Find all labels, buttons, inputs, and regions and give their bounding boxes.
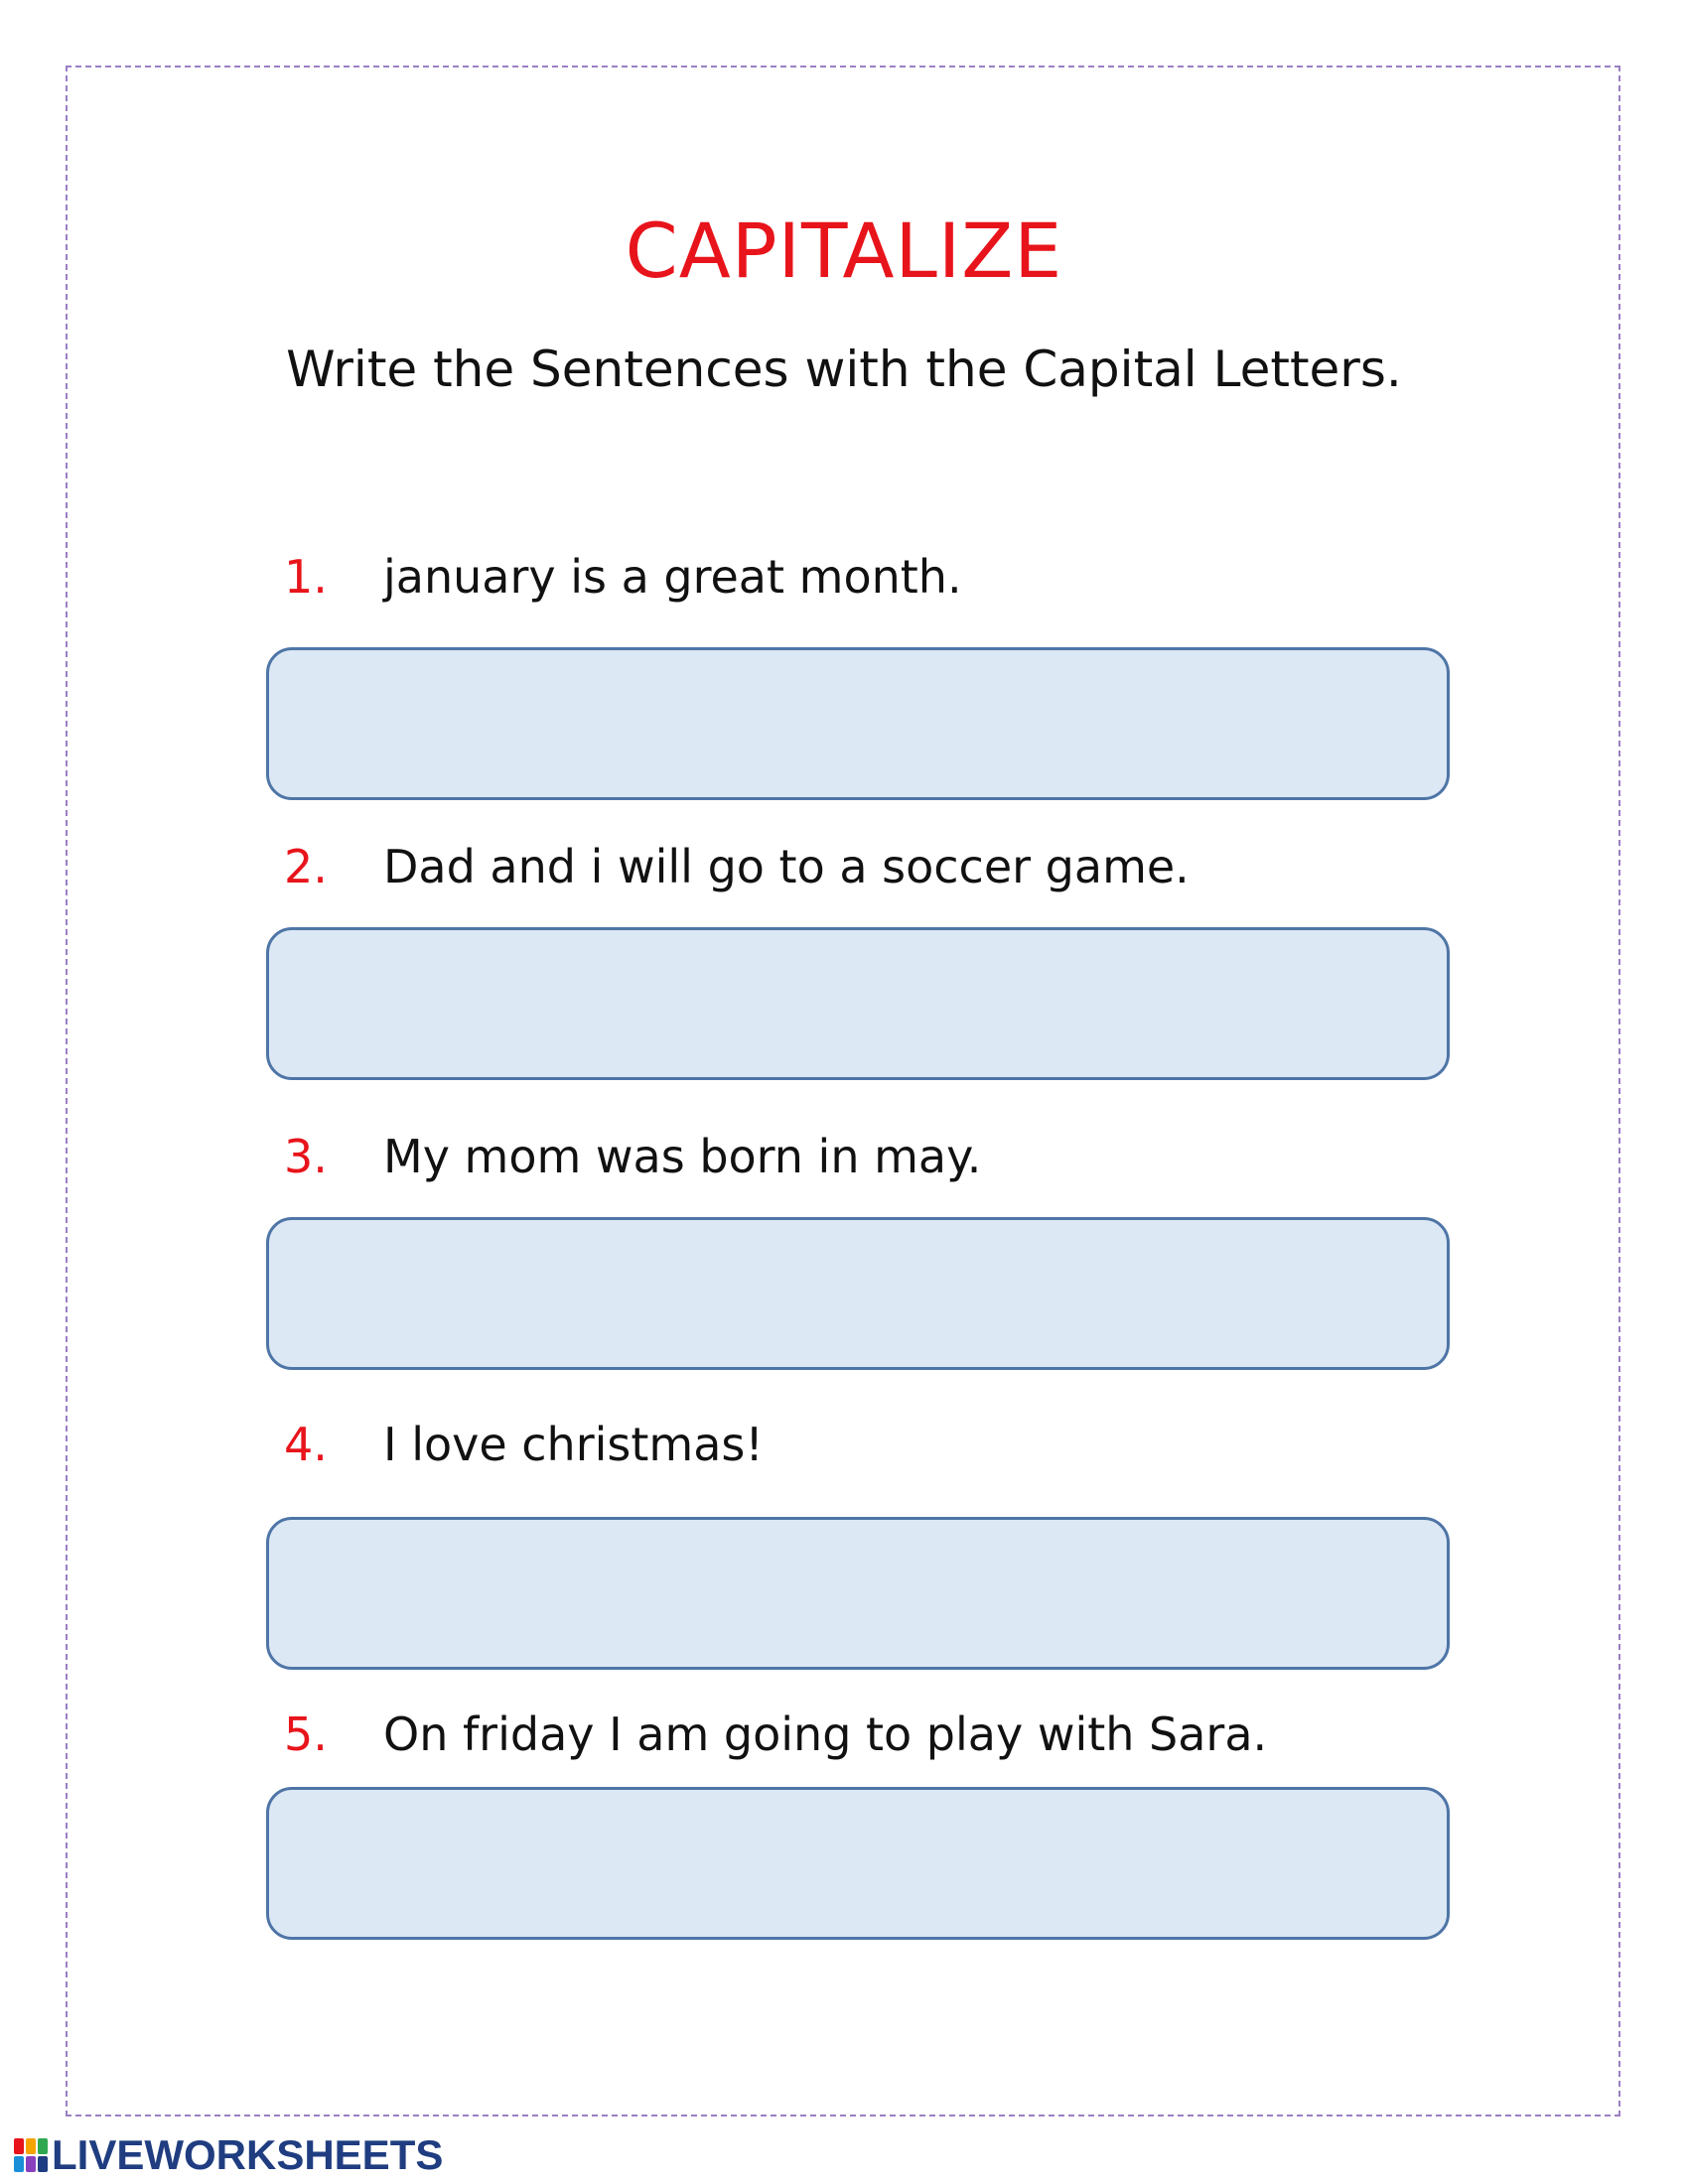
worksheet-title: CAPITALIZE: [625, 206, 1063, 295]
question-number: 4.: [284, 1418, 328, 1471]
logo-square: [26, 2156, 36, 2172]
question-sentence: Dad and i will go to a soccer game.: [383, 840, 1190, 893]
logo-square: [14, 2156, 24, 2172]
logo-square: [38, 2156, 48, 2172]
question-number: 3.: [284, 1130, 328, 1183]
question-5: [284, 1700, 1476, 1769]
question-2: [284, 832, 1476, 901]
answer-input-2[interactable]: [266, 927, 1450, 1080]
question-3: [284, 1122, 1476, 1191]
worksheet-instructions: Write the Sentences with the Capital Letters.: [286, 341, 1402, 398]
answer-input-4[interactable]: [266, 1517, 1450, 1670]
question-number: 1.: [284, 550, 328, 604]
question-sentence: On friday I am going to play with Sara.: [383, 1707, 1268, 1761]
liveworksheets-logo-icon: [14, 2138, 48, 2172]
question-number: 5.: [284, 1707, 328, 1761]
answer-input-1[interactable]: [266, 647, 1450, 800]
question-sentence: My mom was born in may.: [383, 1130, 982, 1183]
liveworksheets-brand-text: LIVEWORKSHEETS: [52, 2131, 444, 2178]
logo-square: [38, 2138, 48, 2154]
liveworksheets-logo: [14, 2130, 443, 2180]
question-sentence: january is a great month.: [383, 550, 962, 604]
logo-square: [26, 2138, 36, 2154]
question-1: [284, 542, 1476, 612]
logo-square: [14, 2138, 24, 2154]
question-sentence: I love christmas!: [383, 1418, 764, 1471]
question-number: 2.: [284, 840, 328, 893]
answer-input-3[interactable]: [266, 1217, 1450, 1370]
answer-input-5[interactable]: [266, 1787, 1450, 1940]
question-4: [284, 1410, 1476, 1479]
